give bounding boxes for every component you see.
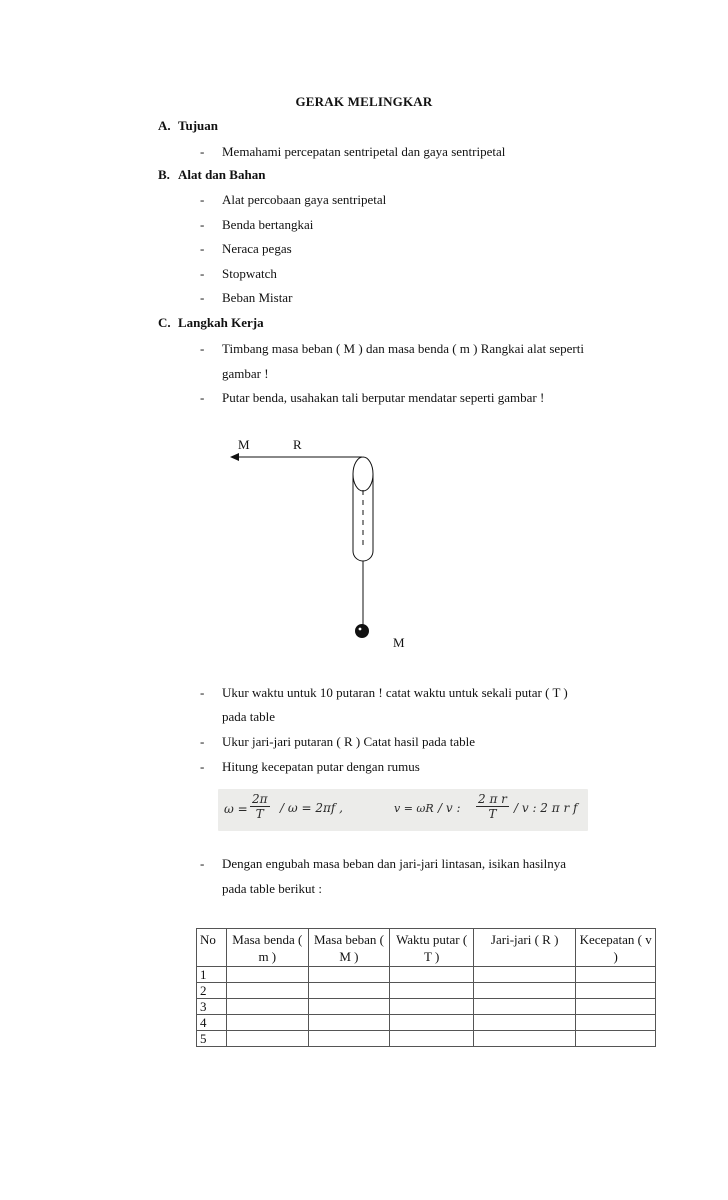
omega-alt: / ω = 2πf , xyxy=(280,801,343,815)
label-m-top: M xyxy=(238,437,250,452)
section-b-letter: B. xyxy=(158,167,170,182)
step-text: Dengan engubah masa beban dan jari-jari lintasan, isikan hasilnya xyxy=(222,856,567,871)
section-a-letter: A. xyxy=(158,118,171,133)
list-dash: - xyxy=(200,856,205,871)
row-number: 3 xyxy=(197,999,227,1015)
section-b-title: Alat dan Bahan xyxy=(178,167,266,182)
table-row xyxy=(197,983,656,999)
omega-numerator: 2π xyxy=(252,792,268,806)
list-item-text: Memahami percepatan sentripetal dan gaya sentripetal xyxy=(222,144,506,159)
label-r: R xyxy=(293,437,302,452)
list-dash: - xyxy=(200,685,205,700)
column-header-waktu-putar: Waktu putar ( T ) xyxy=(390,929,474,967)
arrow-head-icon xyxy=(230,453,239,461)
column-header-no: No xyxy=(197,929,227,967)
step-text: Putar benda, usahakan tali berputar mendatar seperti gambar ! xyxy=(222,390,545,405)
list-dash: - xyxy=(200,341,205,356)
section-a-title: Tujuan xyxy=(178,118,218,133)
hanging-mass xyxy=(356,625,369,638)
column-header-masa-beban: Masa beban ( M ) xyxy=(308,929,390,967)
row-number: 5 xyxy=(197,1031,227,1047)
list-dash: - xyxy=(200,217,205,232)
column-header-jari-jari: Jari-jari ( R ) xyxy=(474,929,576,967)
v-alt: / v : 2 π r f xyxy=(514,801,578,815)
omega-fraction xyxy=(250,792,270,821)
v-lhs: v = ωR xyxy=(394,802,434,815)
table-row xyxy=(197,967,656,983)
document-title: GERAK MELINGKAR xyxy=(295,94,433,109)
v-denominator: T xyxy=(488,807,497,821)
list-dash: - xyxy=(200,241,205,256)
list-item-text: Stopwatch xyxy=(222,266,277,281)
list-item-text: Alat percobaan gaya sentripetal xyxy=(222,192,387,207)
omega-lhs: ω = xyxy=(224,802,248,816)
row-number: 2 xyxy=(197,983,227,999)
table-header-row xyxy=(197,929,656,967)
step-item xyxy=(200,734,475,750)
row-number: 4 xyxy=(197,1015,227,1031)
results-table xyxy=(196,928,656,1047)
v-mid: / v : xyxy=(438,801,461,815)
list-item-text: Neraca pegas xyxy=(222,241,292,256)
step-text-continuation: pada table berikut : xyxy=(222,881,322,896)
table-row xyxy=(197,999,656,1015)
step-item xyxy=(200,685,568,701)
step-text: Hitung kecepatan putar dengan rumus xyxy=(222,759,420,774)
omega-denominator: T xyxy=(255,807,264,821)
table-row xyxy=(197,1031,656,1047)
tube xyxy=(353,457,373,561)
step-item xyxy=(200,759,420,775)
v-fraction xyxy=(476,792,509,821)
step-text-continuation: pada table xyxy=(222,709,276,724)
list-dash: - xyxy=(200,144,205,159)
table-row xyxy=(197,1015,656,1031)
list-item-text: Benda bertangkai xyxy=(222,217,314,232)
list-dash: - xyxy=(200,734,205,749)
list-dash: - xyxy=(200,290,205,305)
step-text: Timbang masa beban ( M ) dan masa benda ( m ) Rangkai alat seperti xyxy=(222,341,584,356)
column-header-masa-benda: Masa benda ( m ) xyxy=(226,929,308,967)
list-dash: - xyxy=(200,266,205,281)
list-item-text: Beban Mistar xyxy=(222,290,293,305)
list-dash: - xyxy=(200,759,205,774)
step-item xyxy=(200,856,566,872)
step-text: Ukur waktu untuk 10 putaran ! catat waktu untuk sekali putar ( T ) xyxy=(222,685,568,700)
list-dash: - xyxy=(200,192,205,207)
section-c-title: Langkah Kerja xyxy=(178,315,264,330)
section-c-letter: C. xyxy=(158,315,171,330)
step-text: Ukur jari-jari putaran ( R ) Catat hasil pada table xyxy=(222,734,476,749)
label-m-bottom: M xyxy=(393,635,405,650)
v-numerator: 2 π r xyxy=(478,792,507,806)
row-number: 1 xyxy=(197,967,227,983)
column-header-kecepatan: Kecepatan ( v ) xyxy=(576,929,656,967)
formula-image xyxy=(218,789,588,831)
step-text-continuation: gambar ! xyxy=(222,366,269,381)
list-dash: - xyxy=(200,390,205,405)
